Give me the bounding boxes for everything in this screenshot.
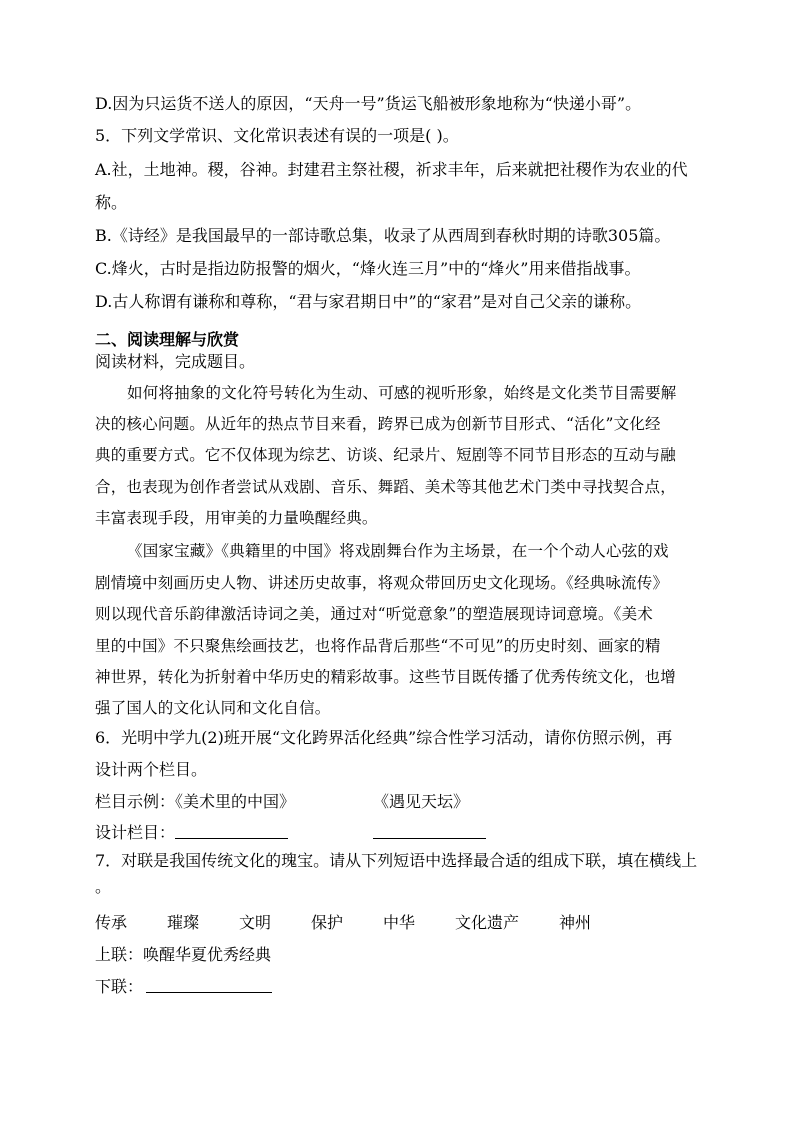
phrase-option: 璀璨 bbox=[167, 913, 200, 932]
option-a-line1: A.社，土地神。稷，谷神。封建君主祭社稷，祈求丰年，后来就把社稷作为农业的代 bbox=[95, 160, 688, 179]
option-b: B.《诗经》是我国最早的一部诗歌总集，收录了从西周到春秋时期的诗歌305篇。 bbox=[95, 226, 671, 245]
question-6-line1: 6．光明中学九(2)班开展“文化跨界活化经典”综合性学习活动，请你仿照示例，再 bbox=[95, 728, 673, 747]
phrase-option: 中华 bbox=[383, 913, 416, 932]
question-7-line1: 7．对联是我国传统文化的瑰宝。请从下列短语中选择最合适的组成下联，填在横线上 bbox=[95, 851, 698, 870]
answer-blank-2[interactable] bbox=[373, 822, 486, 839]
phrase-option: 保护 bbox=[311, 913, 344, 932]
instruction: 阅读材料，完成题目。 bbox=[95, 352, 256, 371]
option-c: C.烽火，古时是指边防报警的烟火，“烽火连三月”中的“烽火”用来借指战事。 bbox=[95, 259, 641, 278]
question-5: 5．下列文学常识、文化常识表述有误的一项是( )。 bbox=[95, 126, 459, 145]
passage-line: 合，也表现为创作者尝试从戏剧、音乐、舞蹈、美术等其他艺术门类中寻找契合点， bbox=[95, 478, 676, 496]
phrase-option: 神州 bbox=[559, 913, 592, 932]
passage-line: 丰富表现手段，用审美的力量唤醒经典。 bbox=[95, 509, 378, 527]
design-label: 设计栏目： bbox=[95, 823, 176, 842]
option-d-line: D.因为只运货不送人的原因，“天舟一号”货运飞船被形象地称为“快递小哥”。 bbox=[95, 94, 642, 113]
upper-couplet: 上联：唤醒华夏优秀经典 bbox=[95, 945, 272, 964]
passage-line: 决的核心问题。从近年的热点节目来看，跨界已成为创新节目形式、“活化”文化经 bbox=[95, 415, 661, 433]
passage-line: 《国家宝藏》《典籍里的中国》将戏剧舞台作为主场景，在一个个动人心弦的戏 bbox=[127, 542, 669, 560]
question-7-line2: 。 bbox=[95, 877, 112, 896]
section-heading: 二、阅读理解与欣赏 bbox=[95, 330, 240, 349]
phrase-option: 文明 bbox=[239, 913, 272, 932]
option-d: D.古人称谓有谦称和尊称，“君与家君期日中”的“家君”是对自己父亲的谦称。 bbox=[95, 292, 642, 311]
phrase-option: 文化遗产 bbox=[455, 913, 520, 932]
option-a-line2: 称。 bbox=[95, 193, 128, 212]
lower-couplet-blank[interactable] bbox=[146, 976, 272, 993]
passage-line: 如何将抽象的文化符号转化为生动、可感的视听形象，始终是文化类节目需要解 bbox=[127, 384, 677, 402]
example-label: 栏目示例：《美术里的中国》 bbox=[95, 792, 296, 811]
passage-line: 典的重要方式。它不仅体现为综艺、访谈、纪录片、短剧等不同节目形态的互动与融 bbox=[95, 446, 676, 464]
lower-couplet-label: 下联： bbox=[95, 977, 144, 996]
passage-line: 里的中国》不只聚焦绘画技艺，也将作品背后那些“不可见”的历史时刻、画家的精 bbox=[95, 637, 661, 655]
passage-line: 神世界，转化为折射着中华历史的精彩故事。这些节目既传播了优秀传统文化，也增 bbox=[95, 668, 676, 686]
passage-line: 强了国人的文化认同和文化自信。 bbox=[95, 699, 331, 717]
answer-blank-1[interactable] bbox=[175, 822, 288, 839]
passage-line: 则以现代音乐韵律激活诗词之美，通过对“听觉意象”的塑造展现诗词意境。《美术 bbox=[95, 605, 654, 623]
example-item-2: 《遇见天坛》 bbox=[373, 792, 470, 811]
question-6-line2: 设计两个栏目。 bbox=[95, 760, 208, 779]
phrase-option: 传承 bbox=[95, 913, 128, 932]
passage-line: 剧情境中刻画历史人物、讲述历史故事，将观众带回历史文化现场。《经典咏流传》 bbox=[95, 574, 669, 592]
